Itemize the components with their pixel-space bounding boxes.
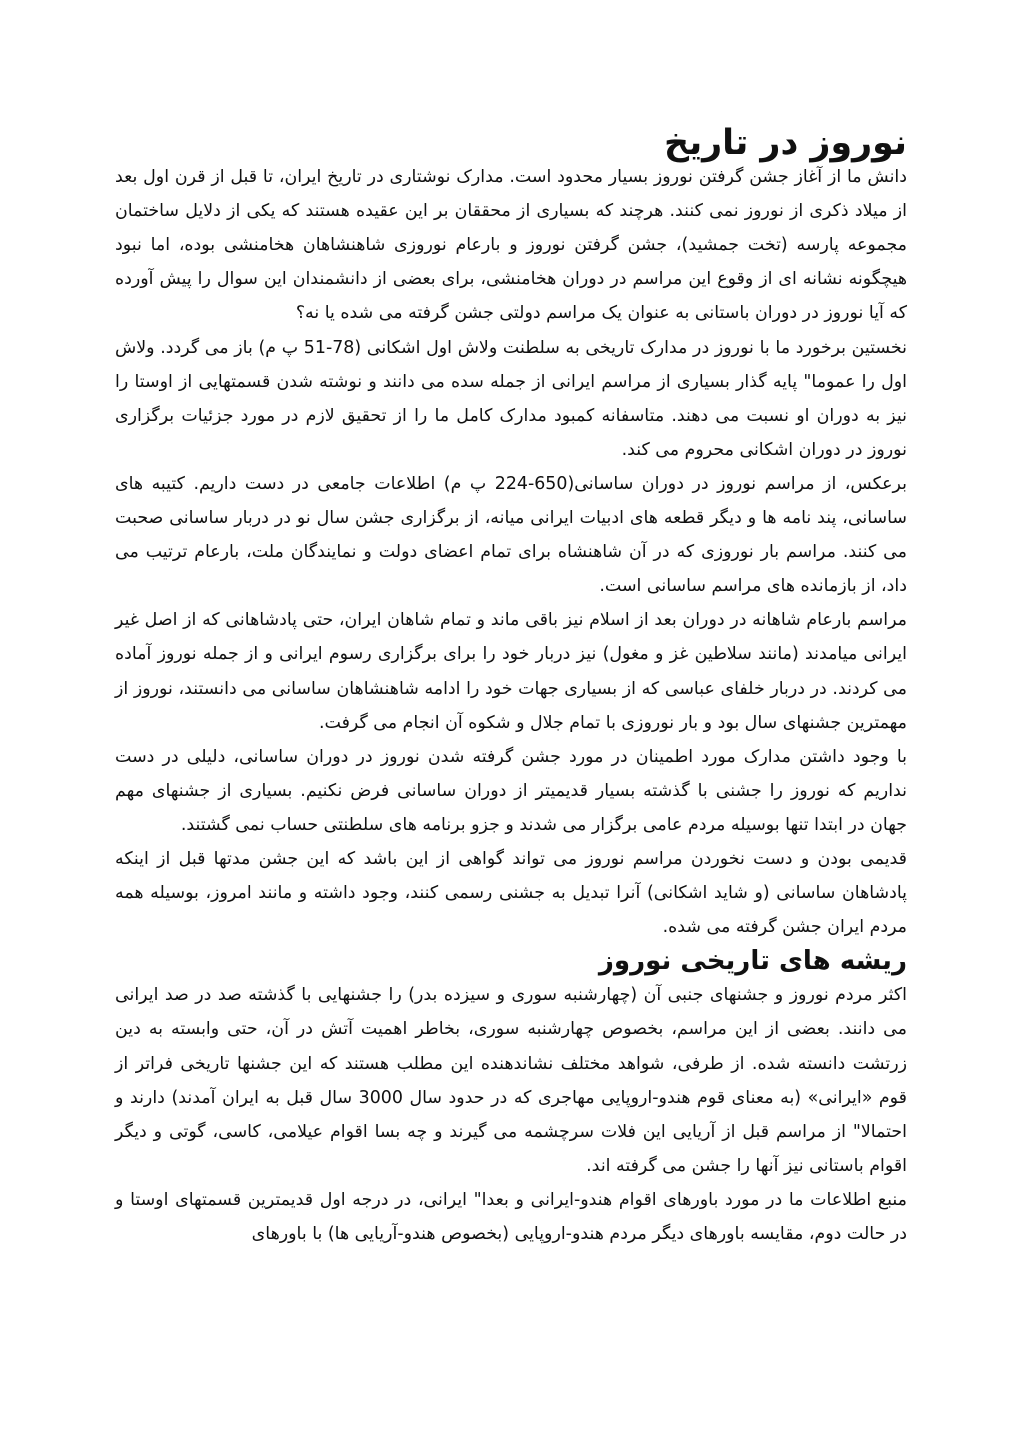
section-heading-historical-roots: ریشه های تاریخی نوروز xyxy=(598,946,907,977)
paragraph: مراسم بارعام شاهانه در دوران بعد از اسلام نیز باقی ماند و تمام شاهان ایران، حتی پادشاهانی که از اصل غیر ایرانی میامدند (مانند سلاطین غز و مغول) نیز دربار خود را برای برگزاری رسوم ایرانی و از جمله نوروز آماده می کردند. در دربار خلفای عباسی که از بسیاری جهات خود را ادامه شاهنشاهان ساسانی می دانستند، نوروز از مهمترین جشنهای سال بود و بار نوروزی با تمام جلال و شکوه آن انجام می گرفت. xyxy=(115,610,907,733)
paragraph: دانش ما از آغاز جشن گرفتن نوروز بسیار محدود است. مدارک نوشتاری در تاریخ ایران، تا قبل از قرن اول بعد از میلاد ذکری از نوروز نمی کنند. هرچند که بسیاری از محققان بر این عقیده هستند که یکی از دلایل ساختمان مجموعه پارسه (تخت جمشید)، جشن گرفتن نوروز و بارعام نوروزی شاهنشاهان هخامنشی بوده، اما نبود هیچگونه نشانه ای از وقوع این مراسم در دوران هخامنشی، برای بعضی از دانشمندان این سوال را پیش آورده که آیا نوروز در دوران باستانی به عنوان یک مراسم دولتی جشن گرفته می شده یا نه؟ xyxy=(115,167,907,324)
document-body xyxy=(115,123,907,1251)
paragraph: منبع اطلاعات ما در مورد باورهای اقوام هندو-ایرانی و بعدا" ایرانی، در درجه اول قدیمترین قسمتهای اوستا و در حالت دوم، مقایسه باورهای دیگر مردم هندو-اروپایی (بخصوص هندو-آریایی ها) با باورهای xyxy=(115,1189,907,1244)
section-heading-nowruz-in-history: نوروز در تاریخ xyxy=(663,123,907,163)
paragraph: نخستین برخورد ما با نوروز در مدارک تاریخی به سلطنت ولاش اول اشکانی (78-51 پ م) باز می گردد. ولاش اول را عموما" پایه گذار بسیاری از مراسم ایرانی از جمله سده می دانند و نوشته شدن قسمتهایی از اوستا را نیز به دوران او نسبت می دهند. متاسفانه کمبود مدارک کامل ما را از تحقیق لازم در مورد جزئیات برگزاری نوروز در دوران اشکانی محروم می کند. xyxy=(115,337,907,460)
paragraph: برعکس، از مراسم نوروز در دوران ساسانی(650-224 پ م) اطلاعات جامعی در دست داریم. کتیبه های ساسانی، پند نامه ها و دیگر قطعه های ادبیات ایرانی میانه، از برگزاری جشن سال نو در دربار ساسانی صحبت می کنند. مراسم بار نوروزی که در آن شاهنشاه برای تمام اعضای دولت و نمایندگان ملت، بارعام ترتیب می داد، از بازمانده های مراسم ساسانی است. xyxy=(115,473,907,597)
paragraph: اکثر مردم نوروز و جشنهای جنبی آن (چهارشنبه سوری و سیزده بدر) را جشنهایی با گذشته صد در صد ایرانی می دانند. بعضی از این مراسم، بخصوص چهارشنبه سوری، بخاطر اهمیت آتش در آن، حتی وابسته به دین زرتشت دانسته شده. از طرفی، شواهد مختلف نشاندهنده این مطلب هستند که این جشنها تاریخی فراتر از قوم «ایرانی» (به معنای قوم هندو-اروپایی مهاجری که در حدود سال 3000 سال قبل به ایران آمدند) دارند و احتمالا" از مراسم قبل از آریایی این فلات سرچشمه می گیرند و چه بسا اقوام عیلامی، کاسی، گوتی و دیگر اقوام باستانی نیز آنها را جشن می گرفته اند. xyxy=(115,985,907,1176)
paragraph: قدیمی بودن و دست نخوردن مراسم نوروز می تواند گواهی از این باشد که این جشن مدتها قبل از اینکه پادشاهان ساسانی (و شاید اشکانی) آنرا تبدیل به جشنی رسمی کنند، وجود داشته و مانند امروز، بوسیله همه مردم ایران جشن گرفته می شده. xyxy=(115,848,907,938)
paragraph: با وجود داشتن مدارک مورد اطمینان در مورد جشن گرفته شدن نوروز در دوران ساسانی، دلیلی در دست نداریم که نوروز را جشنی با گذشته بسیار قدیمیتر از دوران ساسانی فرض نکنیم. بسیاری از جشنهای مهم جهان در ابتدا تنها بوسیله مردم عامی برگزار می شدند و جزو برنامه های سلطنتی حساب نمی گشتند. xyxy=(115,746,907,835)
